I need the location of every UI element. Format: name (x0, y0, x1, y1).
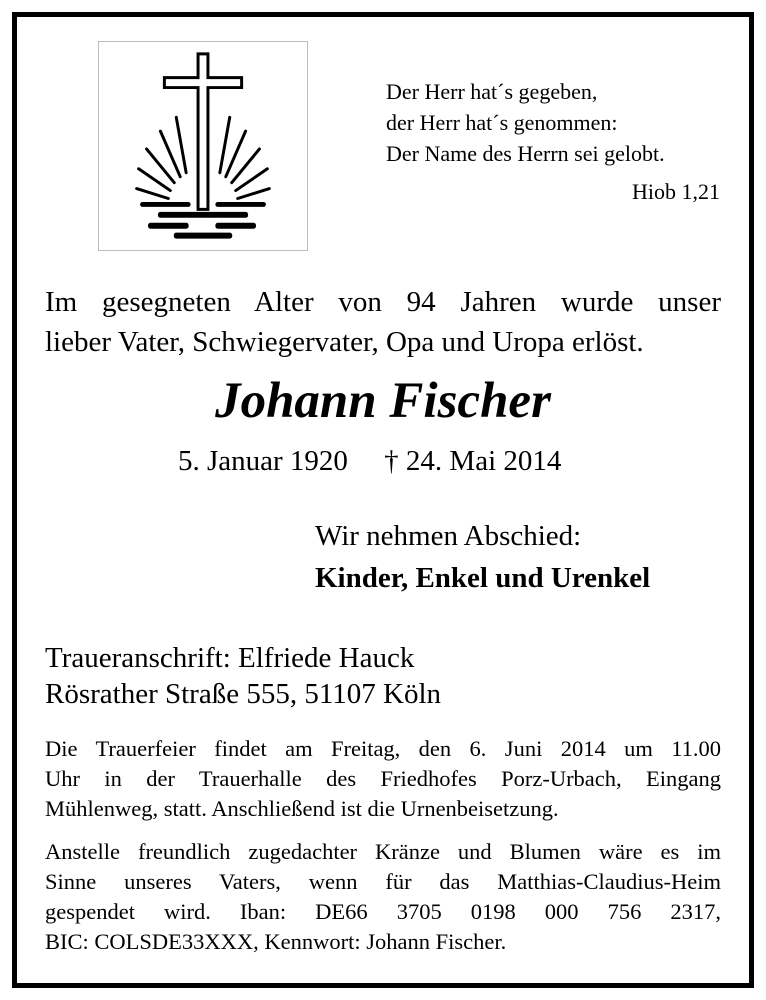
paragraph-line: Uhr in der Trauerhalle des Friedhofes Porz-Urbach, Eingang (45, 766, 721, 791)
address-line: Traueranschrift: Elfriede Hauck (45, 642, 415, 674)
cross-sunrise-icon (98, 41, 308, 251)
paragraph-line: Mühlenweg, statt. Anschließend ist die Urnenbeisetzung. (45, 796, 559, 821)
intro-line-1: Im gesegneten Alter von 94 Jahren wurde unser (45, 286, 721, 318)
verse-line: Der Name des Herrn sei gelobt. (386, 141, 665, 166)
verse-reference: Hiob 1,21 (632, 179, 720, 204)
intro-line-2: lieber Vater, Schwiegervater, Opa und Uropa erlöst. (45, 326, 644, 358)
paragraph-line: Die Trauerfeier findet am Freitag, den 6. Juni 2014 um 11.00 (45, 736, 721, 761)
deceased-name: Johann Fischer (215, 373, 551, 429)
mourning-family: Kinder, Enkel und Urenkel (315, 562, 651, 594)
mourning-address (45, 640, 721, 712)
paragraph-line: BIC: COLSDE33XXX, Kennwort: Johann Fischer. (45, 929, 507, 954)
address-line: Rösrather Straße 555, 51107 Köln (45, 678, 442, 710)
verse-line: der Herr hat´s genommen: (386, 110, 618, 135)
paragraph-line: gespendet wird. Iban: DE66 3705 0198 000 756 2317, (45, 899, 721, 924)
paragraph-line: Sinne unseres Vaters, wenn für das Matthias-Claudius-Heim (45, 869, 721, 894)
life-dates: 5. Januar 1920 † 24. Mai 2014 (178, 445, 562, 477)
ceremony-paragraph (45, 734, 721, 824)
verse-line: Der Herr hat´s gegeben, (386, 79, 598, 104)
bible-verse (386, 76, 726, 169)
farewell-text: Wir nehmen Abschied: (315, 520, 582, 552)
donation-paragraph (45, 837, 721, 957)
paragraph-line: Anstelle freundlich zugedachter Kränze und Blumen wäre es im (45, 839, 721, 864)
